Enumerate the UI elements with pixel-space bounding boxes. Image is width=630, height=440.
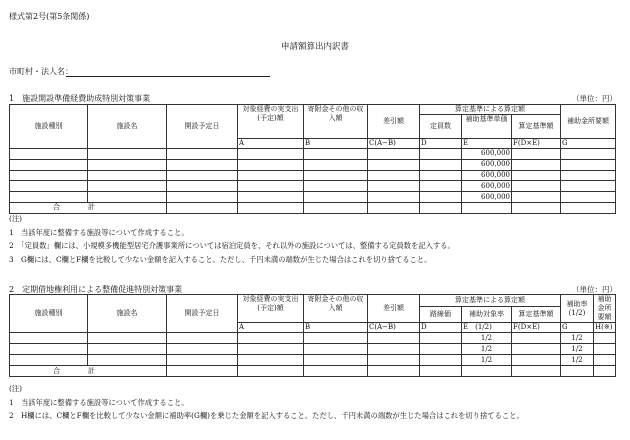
s2-col-route-price: 路線価 — [420, 306, 462, 322]
section2-unit: （単位：円） — [572, 285, 617, 294]
document-title: 申請額算出内訳書 — [280, 42, 349, 52]
subsidy-rate-cell: 1/2 — [462, 333, 512, 344]
note-item: 2 「定員数」欄には、小規模多機能型居宅介護事業所については宿泊定員を、それ以外の施設については、整備する定員数を記入する。 — [9, 241, 455, 250]
s1-code-c: C(A−B) — [368, 139, 420, 149]
note-item: 3 G欄には、C欄とF欄を比較して少ない金額を記入すること。ただし、千円未満の端数が生じた場合はこれを切り捨てること。 — [9, 254, 432, 264]
unit-price-cell: 600,000 — [462, 159, 512, 170]
s2-col-expense: 対象経費の実支出(予定)額 — [238, 295, 304, 323]
s1-col-capacity: 定員数 — [420, 115, 462, 139]
s1-col-expense: 対象経費の実支出(予定)額 — [238, 105, 304, 139]
unit-price-cell: 600,000 — [462, 149, 512, 160]
s1-col-facility-name: 施設名 — [88, 105, 167, 149]
s2-col-facility-type: 施設種別 — [10, 295, 88, 333]
table-row — [10, 333, 616, 344]
s1-col-diff: 差引額 — [368, 105, 420, 139]
section1-notes — [9, 212, 455, 266]
section2-title: 2 定期借地権利用による整備促進特別対策事業 — [9, 285, 183, 294]
s1-col-std-group: 算定基準による算定額 — [420, 105, 561, 115]
table-row — [10, 344, 616, 355]
notes-label: (注) — [9, 214, 22, 223]
form-number: 様式第2号(第5条関係) — [9, 12, 90, 21]
s1-code-f: F(D×E) — [512, 139, 561, 149]
s2-col-opening-date: 開設予定日 — [167, 295, 238, 333]
unit-price-cell: 600,000 — [462, 181, 512, 192]
s2-code-g: G — [561, 323, 594, 333]
table-row — [10, 181, 616, 192]
s2-code-e: E (1/2) — [462, 323, 512, 333]
s2-col-std-amount: 算定基準額 — [512, 306, 561, 322]
s2-code-a: A — [238, 323, 304, 333]
unit-price-cell: 600,000 — [462, 192, 512, 203]
section1-title: 1 施設開設準備経費助成特別対策事業 — [9, 94, 151, 103]
s1-code-b: B — [304, 139, 368, 149]
s1-code-d: D — [420, 139, 462, 149]
table-row — [10, 159, 616, 170]
s1-col-std-amount: 算定基準額 — [512, 115, 561, 139]
note-item: 1 当該年度に整備する施設等について作成すること。 — [9, 397, 189, 407]
table-row — [10, 170, 616, 181]
s2-code-c: C(A−B) — [368, 323, 420, 333]
s1-col-opening-date: 開設予定日 — [167, 105, 238, 149]
s2-total-label: 合計 — [10, 366, 167, 377]
subsidy-rate-cell: 1/2 — [462, 355, 512, 366]
table-row — [10, 355, 616, 366]
section1-table — [9, 104, 616, 214]
s1-col-unit-price: 補助基準単価 — [462, 115, 512, 139]
subsidy-rate-cell: 1/2 — [462, 344, 512, 355]
s2-col-donation: 寄附金その他の収入額 — [304, 295, 368, 323]
notes-label: (注) — [9, 384, 22, 393]
municipality-input-line[interactable] — [66, 76, 270, 77]
s2-code-h: H(※) — [594, 323, 616, 333]
s2-col-request: 補助金所要額 — [594, 295, 616, 323]
s1-code-e: E — [462, 139, 512, 149]
s1-code-g: G — [561, 139, 616, 149]
s2-col-std-group: 算定基準による算定額 — [420, 295, 561, 307]
note-item: 2 H欄には、C欄とF欄を比較して少ない金額に補助率(G欄)を乗じた金額を記入すること。ただし、千円未満の端数が生じた場合はこれを切り捨てること。 — [9, 411, 524, 420]
section2-table — [9, 294, 616, 377]
s2-col-subsidy-rate: 補助対象率 — [462, 306, 512, 322]
table-row — [10, 149, 616, 160]
s2-code-f: F(D×E) — [512, 323, 561, 333]
s1-col-request: 補助金所要額 — [561, 105, 616, 139]
section2-notes — [9, 382, 524, 423]
s2-col-facility-name: 施設名 — [88, 295, 167, 333]
section1-unit: （単位：円） — [572, 94, 617, 103]
total-row — [10, 366, 616, 377]
s2-code-b: B — [304, 323, 368, 333]
aid-rate-cell: 1/2 — [561, 344, 594, 355]
s1-total-label: 合計 — [10, 202, 167, 213]
unit-price-cell: 600,000 — [462, 170, 512, 181]
s1-code-a: A — [238, 139, 304, 149]
s1-col-facility-type: 施設種別 — [10, 105, 88, 149]
municipality-label: 市町村・法人名： — [9, 67, 73, 76]
aid-rate-cell: 1/2 — [561, 333, 594, 344]
s2-col-aid-rate: 補助率(1/2) — [561, 295, 594, 323]
s2-code-d: D — [420, 323, 462, 333]
s2-col-diff: 差引額 — [368, 295, 420, 323]
table-row — [10, 192, 616, 203]
aid-rate-cell: 1/2 — [561, 355, 594, 366]
s1-col-donation: 寄附金その他の収入額 — [304, 105, 368, 139]
note-item: 1 当該年度に整備する施設等について作成すること。 — [9, 227, 189, 237]
